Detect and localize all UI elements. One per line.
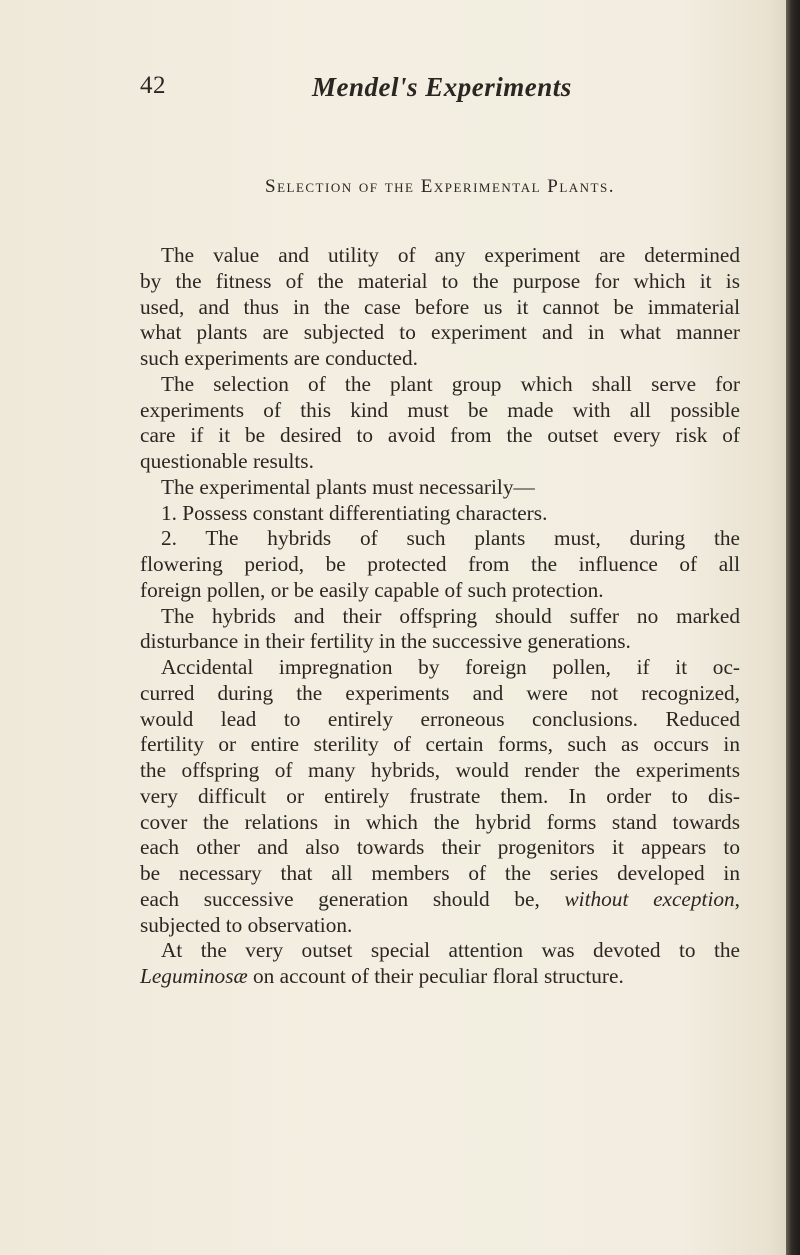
text-line: Accidental impregnation by foreign pollen, if it oc- [161, 655, 740, 679]
text-line: care if it be desired to avoid from the outset every risk of [140, 423, 740, 448]
emphasis-text: without exception [564, 886, 735, 911]
text-line: flowering period, be protected from the influence of all [140, 552, 740, 576]
text-line: each other and also towards their progenitors it appears to [140, 835, 740, 860]
text-line: fertility or entire sterility of certain forms, such as occurs in [140, 732, 740, 757]
text-line: The experimental plants must necessarily— [161, 474, 535, 499]
text-line: The selection of the plant group which shall serve for [161, 371, 740, 396]
text-line: very difficult or entirely frustrate them. In order to dis- [140, 783, 740, 808]
line-segment: , [734, 886, 740, 911]
text-line: subjected to observation. [140, 912, 353, 937]
body-text [140, 243, 740, 990]
page-header [140, 72, 660, 112]
text-line: foreign pollen, or be easily capable of such protection. [140, 577, 604, 602]
text-line: such experiments are conducted. [140, 346, 418, 370]
line-segment: on account of their peculiar floral structure. [247, 964, 624, 988]
text-line: what plants are subjected to experiment and in what manner [140, 320, 740, 345]
emphasis-text: Leguminosæ [140, 964, 248, 988]
text-line: disturbance in their fertility in the successive generations. [140, 629, 631, 654]
text-line-with-emphasis [140, 964, 740, 990]
text-line: questionable results. [140, 449, 314, 473]
page-binding-edge [786, 0, 800, 1255]
text-line: the offspring of many hybrids, would render the experiments [140, 758, 740, 782]
section-heading-text: Selection of the Experimental Plants. [265, 176, 615, 197]
text-line: used, and thus in the case before us it cannot be immaterial [140, 294, 740, 319]
running-title: Mendel's Experiments [312, 72, 572, 102]
list-item-2: 2. The hybrids of such plants must, during the [161, 526, 740, 551]
text-line: experiments of this kind must be made with all possible [140, 397, 740, 422]
text-line: by the fitness of the material to the purpose for which it is [140, 268, 740, 293]
text-line: curred during the experiments and were not recognized, [140, 680, 740, 705]
text-line-with-emphasis [140, 887, 740, 913]
text-line: At the very outset special attention was devoted to the [161, 938, 740, 963]
text-line: would lead to entirely erroneous conclusions. Reduced [140, 706, 740, 731]
line-segment: each successive generation should be, [140, 886, 565, 911]
text-line: cover the relations in which the hybrid forms stand towards [140, 809, 740, 834]
text-line: be necessary that all members of the series developed in [140, 861, 740, 885]
text-line: The value and utility of any experiment are determined [161, 243, 740, 267]
list-item-1: 1. Possess constant differentiating characters. [161, 500, 548, 525]
text-line: The hybrids and their offspring should suffer no marked [161, 603, 740, 628]
section-heading [140, 176, 740, 198]
page-number: 42 [140, 72, 166, 99]
